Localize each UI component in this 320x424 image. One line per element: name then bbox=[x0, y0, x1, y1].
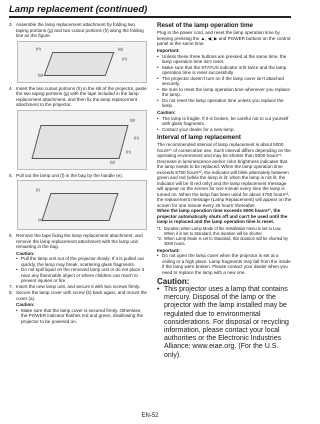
footnote-text: When Lamp Mode is set to Standard, this duration will be shorted by 3000 hours. bbox=[164, 236, 288, 246]
step-number: 4. bbox=[9, 85, 13, 91]
step-number: 5. bbox=[9, 172, 13, 178]
page-number: EN-52 bbox=[141, 413, 159, 419]
figure-label: (g) bbox=[110, 158, 115, 164]
reset-text: Plug in the power cord, and reset the lamp operation time by keeping pressing the ▲, ◀, ▶ and POWER buttons on the control panel at the same time. bbox=[157, 30, 291, 46]
important-item: • Do not reset the lamp operation time unless you replace the lamp. bbox=[157, 98, 292, 109]
figure-label: (e) bbox=[38, 217, 43, 222]
important-text: Make sure that the STATUS indicator is lit twice and the lamp operation time is reset successfully. bbox=[162, 64, 287, 75]
caution-text: Make sure that the lamp cover is secured firmly. Otherwise, the POWER indicator flashes red and green, disallowing the projector to be powered on. bbox=[21, 307, 144, 324]
footnote-key: *1: bbox=[157, 226, 163, 231]
footnote bbox=[157, 236, 292, 246]
figure-lamp-removal bbox=[17, 180, 147, 230]
step-text: Insert the new lamp unit, and secure it with two screws firmly. bbox=[16, 283, 141, 289]
footnote-text: Duration when Lamp Mode of the Installation menu is set to Low. When it is set to Standard, this duration will be shorter. bbox=[164, 226, 282, 236]
attachment-illustration bbox=[44, 52, 115, 76]
caution-text: Contact your dealer for a new lamp. bbox=[162, 126, 235, 132]
step-3 bbox=[9, 22, 147, 39]
figure-label: (h) bbox=[126, 148, 131, 154]
important-text: Do not reset the lamp operation time unless you replace the lamp. bbox=[162, 97, 284, 108]
step-number: 8. bbox=[9, 290, 13, 295]
step-text: Secure the lamp cover with screw (b) back again, and mount the cover (a). bbox=[16, 290, 147, 301]
mercury-caution-body: This projector uses a lamp that contains mercury. Disposal of the lamp or the projector with the lamp installed may be regulated due to environmental considerations. For disposal or recycling information, please contact your local authorities or the Electronic Industries Alliance: www.eiae.org. (For the U.S. only). bbox=[164, 286, 289, 359]
step-text: Remove the tape fixing the lamp replacement attachment, and remove the lamp replacement attachment with the lamp unit remaining in the bag. bbox=[16, 233, 143, 249]
step-8 bbox=[9, 290, 147, 301]
step-number: 6. bbox=[9, 233, 13, 238]
interval-heading: Interval of lamp replacement bbox=[157, 134, 241, 141]
mercury-caution-label: Caution: bbox=[157, 277, 190, 286]
important-text: The projector doesn't turn on if the lamp cover isn't attached securely. bbox=[162, 75, 284, 86]
caution-block-2 bbox=[16, 302, 147, 324]
figure-label: (h) bbox=[36, 45, 41, 51]
interval-bold-text: When the lamp operation time exceeds 5000 hours*¹, the projector automatically shuts off and can't be used until the lamp is replaced and the lamp operation time is reset. bbox=[157, 208, 288, 224]
caution-item: • The lamp is fragile. If it is broken, be careful not to cut yourself with glass fragments. bbox=[157, 116, 292, 127]
interval-text: The recommended interval of lamp replacement is about 5000 hours*¹ of consecutive use. Such interval differs depending on the operating environment and may be shorter than 5000 hours*¹. Decrease in luminescence and/or color brightness indicates that the lamp needs to be replaced. When the lamp operation time exceeds 5750 hours*², the indicator will blink alternately between green and red (while the lamp is lit; when the lamp is not lit, the indicator will be lit red only) and the lamp replacement message will appear on the screen for one minute every time the lamp is turned on. When the lamp has been used for about 4750 hours*², the replacement message (Lamp Replacement) will appear on the screen for one minute every 25 hours' thereafter. bbox=[157, 142, 292, 208]
step-text: Assemble the lamp replacement attachment by folding two taping portions (g) and two cutout portions (h) along the folding line as the figure. bbox=[16, 22, 144, 38]
reset-heading: Reset of the lamp operation time bbox=[157, 22, 253, 29]
lamp-bag-illustration bbox=[41, 193, 118, 221]
footnote-key: *2: bbox=[157, 236, 163, 241]
caution-text: The lamp is fragile. If it is broken, be careful not to cut yourself with glass fragments. bbox=[162, 115, 289, 126]
important-item: • Make sure that the STATUS indicator is lit twice and the lamp operation time is reset successfully. bbox=[157, 65, 292, 76]
step-text: Pull out the lamp unit (f) in the bag by the handle (e). bbox=[16, 172, 123, 178]
important-label-2: Important: bbox=[157, 247, 180, 253]
important-item: • Be sure to reset the lamp operation time whenever you replace the lamp. bbox=[157, 87, 292, 98]
step-7 bbox=[9, 284, 147, 290]
caution-text: Do not spill liquid on the removed lamp unit or do not place it near any flammable object or where children can reach to prevent injuries or fire. bbox=[21, 267, 145, 283]
important-item: • Unless these three buttons are pressed at the same time, the lamp operation time isn't reset. bbox=[157, 54, 292, 65]
caution-item: • Make sure that the lamp cover is secured firmly. Otherwise, the POWER indicator flashes red and green, disallowing the projector to be powered on. bbox=[16, 308, 147, 325]
mercury-caution-text bbox=[157, 286, 292, 360]
figure-label: (f) bbox=[36, 187, 40, 192]
figure-label: (g) bbox=[38, 71, 43, 77]
caution-item: • Pull the lamp unit out of the projector slowly. If it is pulled out quickly, the lamp may break, scattering glass fragments. bbox=[16, 256, 147, 267]
caution-label: Caution: bbox=[157, 110, 176, 115]
figure-label: (g) bbox=[118, 45, 123, 51]
step-6 bbox=[9, 233, 147, 250]
step-5 bbox=[9, 173, 147, 179]
step-4 bbox=[9, 86, 147, 108]
figure-label: (g) bbox=[130, 116, 135, 122]
footnote bbox=[157, 226, 292, 236]
projector-illustration bbox=[31, 125, 128, 159]
caution-label: Caution: bbox=[16, 250, 35, 256]
caution-block bbox=[16, 251, 147, 284]
important-item: • Do not open the lamp cover when the projector is set at a ceiling or a high place. Lamp fragments may fall from the inside if the lamp were broken. Please contact your dealer when you need to replace the lamp with a new one. bbox=[157, 253, 291, 275]
important-text: Unless these three buttons are pressed at the same time, the lamp operation time isn't reset. bbox=[162, 53, 287, 64]
caution-item: • Contact your dealer for a new lamp. bbox=[157, 127, 292, 133]
figure-attachment-folding bbox=[17, 41, 147, 83]
important-text: Be sure to reset the lamp operation time whenever you replace the lamp. bbox=[162, 86, 290, 97]
left-column bbox=[9, 22, 147, 324]
caution-label: Caution: bbox=[16, 302, 35, 307]
bullet-icon: • bbox=[157, 286, 160, 293]
title-rule bbox=[9, 16, 291, 18]
page-title: Lamp replacement (continued) bbox=[9, 4, 148, 15]
important-label: Important: bbox=[157, 48, 180, 53]
figure-label: (h) bbox=[122, 55, 127, 61]
figure-attachment-mounting bbox=[17, 110, 147, 170]
caution-item: • Do not spill liquid on the removed lamp unit or do not place it near any flammable object or where children can reach to prevent injuries or fire. bbox=[16, 267, 147, 284]
step-text: Insert the two cutout portions (h) in the slit of the projector, paste the two taping portions (g) with the tape included in the lamp replacement attachment, and then fix the lamp replacement attachment to the projector. bbox=[16, 85, 147, 107]
step-number: 7. bbox=[9, 283, 13, 289]
caution-text: Pull the lamp unit out of the projector slowly. If it is pulled out quickly, the lamp may break, scattering glass fragments. bbox=[21, 256, 144, 267]
important-item: • The projector doesn't turn on if the lamp cover isn't attached securely. bbox=[157, 76, 292, 87]
figure-label: (h) bbox=[134, 134, 139, 140]
right-column bbox=[157, 22, 292, 360]
step-number: 3. bbox=[9, 22, 13, 27]
important-text: Do not open the lamp cover when the projector is set at a ceiling or a high place. Lamp fragments may fall from the inside if the lamp were broken. Please contact your dealer when you need to replace the lamp with a new one. bbox=[162, 253, 291, 275]
